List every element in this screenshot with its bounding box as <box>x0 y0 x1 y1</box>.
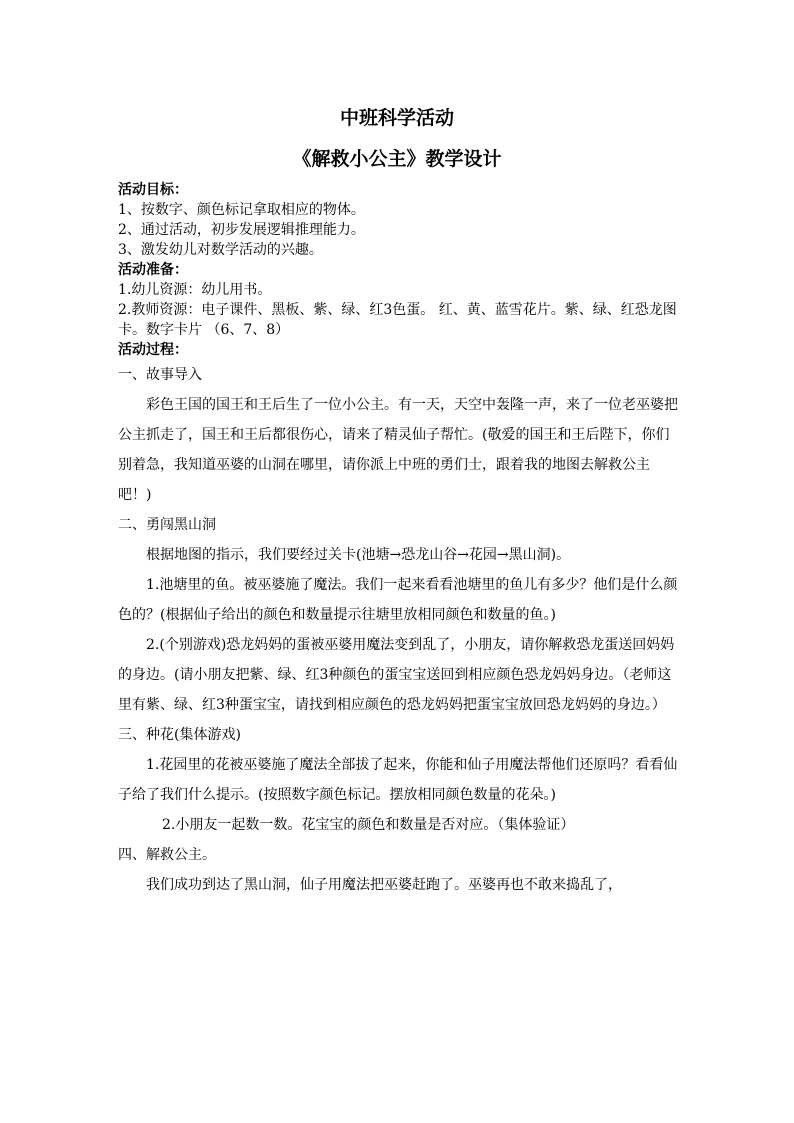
section-title: 四、解救公主。 <box>118 847 216 863</box>
goals-heading: 活动目标： <box>118 182 188 198</box>
section-paragraph: 根据地图的指示，我们要经过关卡(池塘→恐龙山谷→花园→黑山洞)。 <box>146 547 571 563</box>
process-heading: 活动过程： <box>118 342 188 358</box>
prep-item: 2.教师资源：电子课件、黑板、紫、绿、红3色蛋。 红、黄、蓝雪花片。紫、绿、红恐龙图卡。数字卡片 （6、7、8） <box>118 302 677 338</box>
goal-item: 2、通过活动，初步发展逻辑推理能力。 <box>118 222 365 238</box>
document-title-line1: 中班科学活动 <box>339 107 454 129</box>
document-body <box>118 180 678 900</box>
section-paragraph: 彩色王国的国王和王后生了一位小公主。有一天，天空中轰隆一声，来了一位老巫婆把公主抓走了，国王和王后都很伤心，请来了精灵仙子帮忙。(敬爱的国王和王后陛下，你们别着急，我知道巫婆的山洞在哪里，请你派上中班的勇们士，跟着我的地图去解救公主吧！) <box>118 397 678 503</box>
goal-item: 1、按数字、颜色标记拿取相应的物体。 <box>118 202 365 218</box>
document-title-line2: 《解救小公主》教学设计 <box>292 148 502 170</box>
prep-heading: 活动准备： <box>118 262 188 278</box>
section-paragraph: 我们成功到达了黑山洞，仙子用魔法把巫婆赶跑了。巫婆再也不敢来捣乱了， <box>146 877 622 893</box>
section-title: 一、故事导入 <box>118 367 202 383</box>
goal-item: 3、激发幼儿对数学活动的兴趣。 <box>118 242 323 258</box>
section-paragraph: 2.小朋友一起数一数。花宝宝的颜色和数量是否对应。（集体验证） <box>162 817 575 833</box>
section-paragraph: 1.花园里的花被巫婆施了魔法全部拔了起来，你能和仙子用魔法帮他们还原吗？看看仙子给了我们什么提示。(按照数字颜色标记。摆放相同颜色数量的花朵。) <box>118 757 678 803</box>
section-title: 三、种花(集体游戏) <box>118 727 241 743</box>
section-paragraph: 2.(个别游戏)恐龙妈妈的蛋被巫婆用魔法变到乱了，小朋友，请你解救恐龙蛋送回妈妈的身边。(请小朋友把紫、绿、红3种颜色的蛋宝宝送回到相应颜色恐龙妈妈身边。（老师这里有紫、绿、红3种蛋宝宝，请找到相应颜色的恐龙妈妈把蛋宝宝放回恐龙妈妈的身边。） <box>118 637 675 713</box>
prep-item: 1.幼儿资源：幼儿用书。 <box>118 282 272 298</box>
section-title: 二、勇闯黑山洞 <box>118 517 216 533</box>
section-paragraph: 1.池塘里的鱼。被巫婆施了魔法。我们一起来看看池塘里的鱼儿有多少？他们是什么颜色的？(根据仙子给出的颜色和数量提示往塘里放相同颜色和数量的鱼。) <box>118 577 678 623</box>
